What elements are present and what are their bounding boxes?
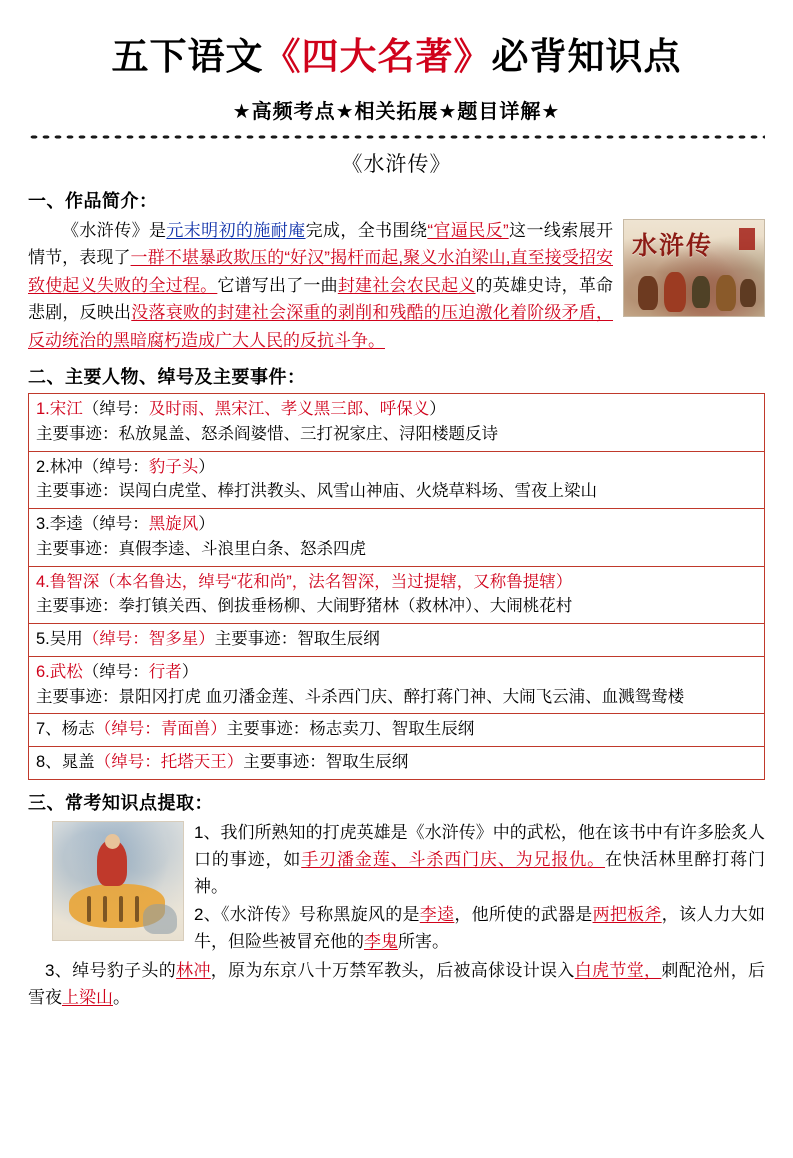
title-book-name: 《四大名著》 — [263, 36, 492, 77]
deeds-text: 智取生辰纲 — [325, 753, 409, 772]
deeds-label: 主要事迹： — [36, 597, 119, 616]
dotted-divider — [28, 134, 765, 140]
character-nickname: 及时雨、黑宋江、孝义黑三郎、呼保义 — [148, 400, 430, 419]
title-prefix: 五下语文 — [111, 36, 264, 77]
item2-text-g: 所害。 — [398, 931, 449, 951]
character-name-line — [36, 455, 757, 480]
item3-text-b: 林冲 — [176, 960, 211, 980]
item1-text-b: 手刃潘金莲、斗杀西门庆、为兄报仇。 — [301, 850, 606, 870]
table-row — [29, 656, 765, 714]
hero-head — [105, 834, 120, 849]
intro-text-j: 没落衰败的封建社会深重的剥削和残酷的压迫激化着阶级矛盾，反动统治的黑暗腐朽造成广大人民的反抗斗争。 — [28, 303, 614, 350]
character-number-name: 8、晁盖 — [36, 753, 95, 772]
table-row — [29, 451, 765, 509]
character-deeds-line — [36, 479, 757, 504]
item2-text-f: 李鬼 — [364, 931, 398, 951]
shuihu-cover-image — [623, 219, 765, 317]
item1-text-a: 1、我们所熟知的打虎英雄是《水浒传》中的武松，他在该书中有许多脍炙人口的事迹，如 — [194, 822, 765, 870]
character-deeds-line — [36, 685, 757, 710]
character-deeds-line — [36, 422, 757, 447]
tiger-stripe — [103, 896, 107, 922]
character-name-line — [36, 717, 757, 742]
deeds-text: 私放晁盖、怒杀阎婆惜、三打祝家庄、浔阳楼题反诗 — [118, 424, 498, 443]
knowledge-section — [28, 819, 765, 1011]
deeds-text: 误闯白虎堂、棒打洪教头、风雪山神庙、火烧草料场、雪夜上梁山 — [118, 482, 597, 501]
characters-table — [28, 393, 765, 780]
item1-text-c: 在快活林里醉打蒋门神。 — [194, 850, 766, 897]
nick-close: ） — [555, 572, 573, 591]
tiger-stripe — [135, 896, 139, 922]
character-number-name: 6.武松 — [36, 662, 83, 681]
character-nickname: 豹子头 — [148, 457, 199, 476]
cover-figure — [740, 279, 756, 307]
section-1-heading: 一、作品简介： — [28, 190, 158, 211]
deeds-label: 主要事迹： — [36, 482, 119, 501]
character-name-line — [36, 627, 757, 652]
character-name-line — [36, 570, 757, 595]
character-number-name: 4.鲁智深 — [36, 572, 100, 591]
nick-open: （绰号： — [94, 720, 161, 739]
intro-section — [28, 217, 765, 355]
cover-image-caption: 水浒传 — [632, 230, 714, 260]
character-deeds-line — [36, 537, 757, 562]
character-number-name: 7、杨志 — [36, 720, 95, 739]
nick-open: （绰号： — [82, 400, 149, 419]
nick-close: ） — [429, 400, 446, 419]
character-number-name: 3.李逵 — [36, 515, 83, 534]
deeds-text: 杨志卖刀、智取生辰纲 — [309, 720, 475, 739]
deeds-label: 主要事迹： — [36, 687, 119, 706]
table-row — [29, 747, 765, 780]
character-cell — [29, 714, 765, 747]
wusong-tiger-image — [52, 821, 184, 941]
character-cell — [29, 747, 765, 780]
tiger-stripe — [119, 896, 123, 922]
character-name-line — [36, 397, 757, 422]
nick-open: （ — [99, 572, 116, 591]
deeds-text: 智取生辰纲 — [297, 630, 380, 649]
character-nickname: 行者 — [148, 662, 182, 681]
item3-text-c: ，原为东京八十万禁军教头，后被高俅设计误入 — [210, 960, 575, 980]
item2-text-a: 2、《水浒传》号称黑旋风的是 — [194, 904, 420, 924]
table-row — [29, 714, 765, 747]
title-suffix: 必背知识点 — [491, 36, 682, 77]
rock-shape — [143, 904, 177, 934]
character-cell — [29, 394, 765, 452]
character-cell — [29, 624, 765, 657]
knowledge-item-3 — [28, 957, 765, 1011]
item2-text-b: 李逵 — [419, 904, 455, 924]
tiger-stripe — [87, 896, 91, 922]
table-row — [29, 624, 765, 657]
character-cell — [29, 451, 765, 509]
character-nickname: 黑旋风 — [148, 515, 199, 534]
deeds-text: 景阳冈打虎 血刃潘金莲、斗杀西门庆、醉打蒋门神、大闹飞云浦、血溅鸳鸯楼 — [118, 687, 685, 706]
character-number-name: 5.吴用 — [36, 630, 83, 649]
character-name-line — [36, 750, 757, 775]
page-subtitle: ★高频考点★相关拓展★题目详解★ — [232, 100, 561, 123]
nick-close: ） — [210, 720, 227, 739]
item3-text-d: 白虎节堂， — [574, 960, 662, 980]
character-cell — [29, 509, 765, 567]
intro-text-a: 《水浒传》是 — [62, 220, 167, 240]
deeds-label: 主要事迹： — [36, 539, 119, 558]
nick-close: ） — [181, 662, 199, 681]
cover-figure — [664, 272, 686, 312]
item3-text-e: 刺配沧州，后雪夜 — [28, 960, 766, 1008]
nick-open: （绰号： — [82, 630, 149, 649]
character-nickname: 智多星 — [148, 630, 199, 649]
table-row — [29, 509, 765, 567]
nick-close: ） — [198, 457, 215, 476]
character-deeds-line — [36, 594, 757, 619]
intro-text-c: 完成，全书围绕 — [305, 220, 428, 240]
document-page — [0, 36, 793, 1158]
deeds-text: 真假李逵、斗浪里白条、怒杀四虎 — [118, 539, 366, 558]
intro-text-d: “官逼民反” — [427, 220, 509, 240]
nick-open: （绰号： — [82, 515, 149, 534]
cover-figure — [716, 275, 736, 311]
deeds-text: 拳打镇关西、倒拔垂杨柳、大闹野猪林（救林冲）、大闹桃花村 — [118, 597, 573, 616]
intro-text-e: 这一线索展开情节，表现了 — [28, 220, 614, 268]
nick-close: ） — [198, 630, 215, 649]
intro-text-f: 一群不堪暴政欺压的“好汉”揭杆而起,聚义水泊梁山,直至接受招安致使起义失败的全过程。 — [28, 248, 613, 295]
nick-close: ） — [226, 753, 244, 772]
character-number-name: 2.林冲 — [36, 457, 83, 476]
seal-icon — [739, 228, 755, 250]
intro-text-h: 封建社会农民起义 — [337, 275, 476, 295]
character-nickname: 青面兽 — [160, 720, 211, 739]
deeds-label: 主要事迹： — [36, 424, 119, 443]
character-nickname: 托塔天王 — [160, 753, 227, 772]
nick-open: （绰号： — [82, 457, 149, 476]
item3-text-a: 3、绰号豹子头的 — [45, 960, 177, 980]
table-row — [29, 566, 765, 624]
character-nickname: 本名鲁达，绰号“花和尚”，法名智深，当过提辖，又称鲁提辖 — [115, 572, 556, 591]
intro-text-g: 它谱写出了一曲 — [217, 275, 338, 295]
cover-figure — [638, 276, 658, 310]
intro-text-b: 元末明初的施耐庵 — [166, 220, 306, 240]
character-name-line — [36, 660, 757, 685]
deeds-label: 主要事迹： — [243, 753, 326, 772]
item2-text-c: ，他所使的武器是 — [454, 904, 593, 924]
deeds-label: 主要事迹： — [214, 630, 298, 649]
table-row — [29, 394, 765, 452]
character-cell — [29, 566, 765, 624]
item3-text-f: 上梁山 — [62, 988, 113, 1008]
item3-text-g: 。 — [113, 988, 130, 1008]
character-number-name: 1.宋江 — [36, 400, 83, 419]
cover-figure — [692, 276, 710, 308]
section-2-heading: 二、主要人物、绰号及主要事件： — [28, 367, 306, 388]
nick-close: ） — [198, 515, 215, 534]
section-3-heading: 三、常考知识点提取： — [28, 792, 213, 813]
character-cell — [29, 656, 765, 714]
nick-open: （绰号： — [94, 753, 161, 772]
page-title — [28, 36, 765, 79]
item2-text-d: 两把板斧 — [592, 904, 662, 924]
nick-open: （绰号： — [82, 662, 149, 681]
deeds-label: 主要事迹： — [226, 720, 310, 739]
book-title: 《水浒传》 — [341, 152, 452, 176]
characters-table-body — [29, 394, 765, 780]
character-name-line — [36, 512, 757, 537]
item2-text-e: ，该人力大如牛，但险些被冒充他的 — [194, 904, 766, 951]
intro-text-i: 的英雄史诗，革命悲剧，反映出 — [28, 275, 614, 323]
